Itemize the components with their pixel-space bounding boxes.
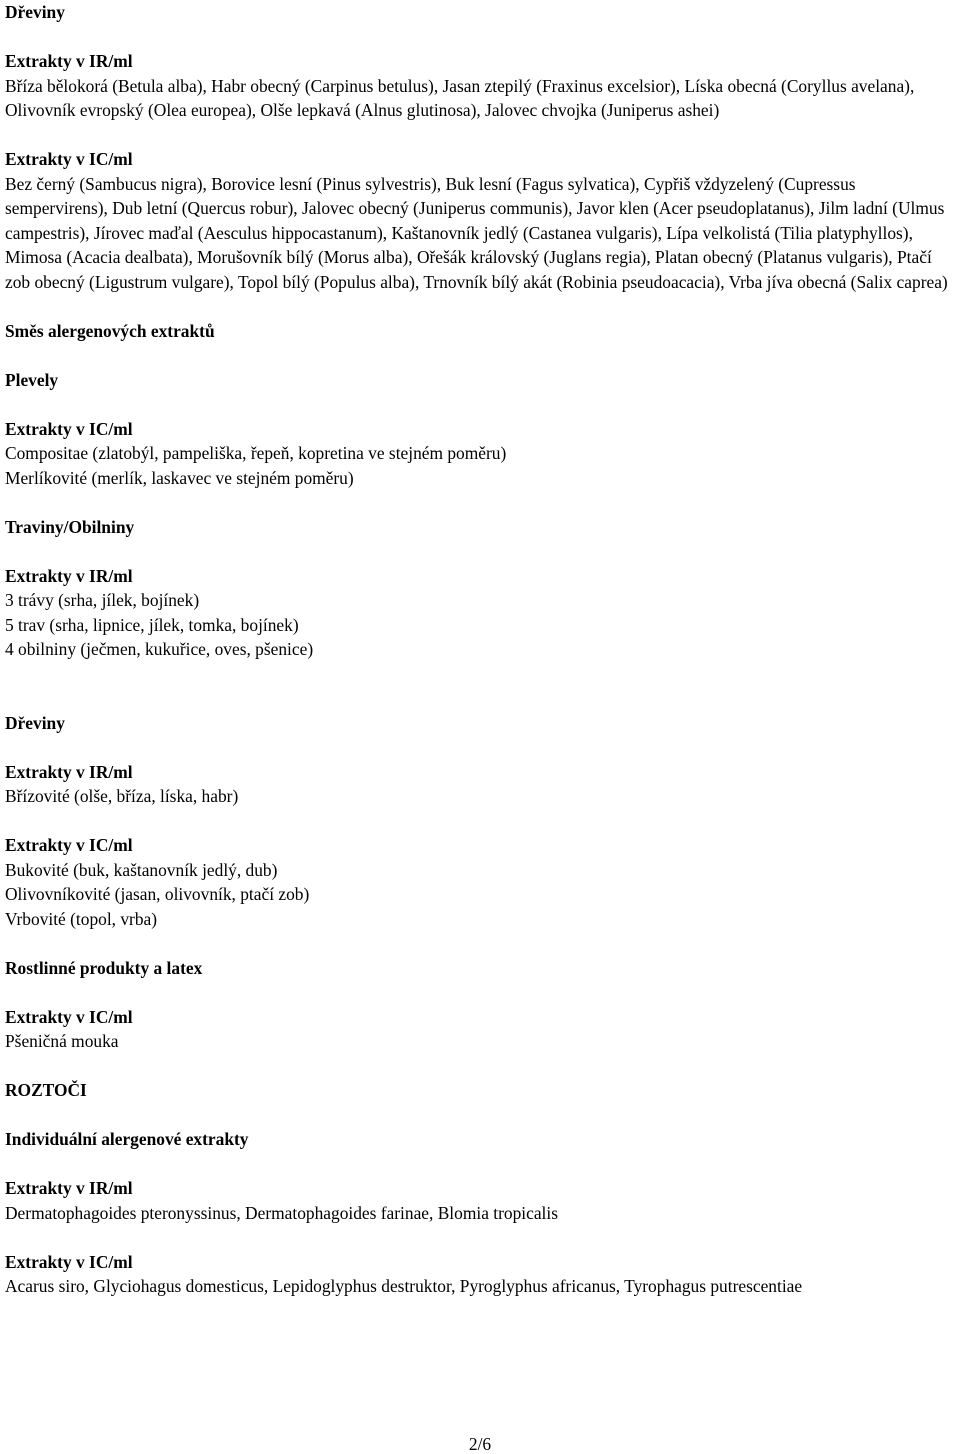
- list-item: Pšeničná mouka: [5, 1031, 119, 1051]
- list-item: 3 trávy (srha, jílek, bojínek): [5, 590, 200, 610]
- subheading-ir: Extrakty v IR/ml: [5, 761, 133, 782]
- subsection-title-weeds: Plevely: [5, 369, 59, 390]
- paragraph-ir-mites: Dermatophagoides pteronyssinus, Dermatophagoides farinae, Blomia tropicalis: [5, 1202, 558, 1223]
- list-item: 5 trav (srha, lipnice, jílek, tomka, bojínek): [5, 614, 299, 635]
- list-item: Merlíkovité (merlík, laskavec ve stejném poměru): [5, 467, 354, 488]
- list-item: Vrbovité (topol, vrba): [5, 908, 158, 929]
- list-item: Břízovité (olše, bříza, líska, habr): [5, 786, 239, 806]
- paragraph-ic-mites: Acarus siro, Glyciohagus domesticus, Lepidoglyphus destruktor, Pyroglyphus africanus, Tyrophagus putrescentiae: [5, 1276, 803, 1296]
- paragraph-ic-trees: Bez černý (Sambucus nigra), Borovice lesní (Pinus sylvestris), Buk lesní (Fagus sylvatica), Cypřiš vždyzelený (Cupressus sempervirens), Dub letní (Quercus robur), Jalovec obecný (Juniperus communis), Javor klen (Acer pseudoplatanus), Jilm ladní (Ulmus campestris), Jírovec maďal (Aesculus hippocastanum), Kaštanovník jedlý (Castanea vulgaris), Lípa velkolistá (Tilia platyphyllos), Mimosa (Acacia dealbata), Morušovník bílý (Morus alba), Ořešák královský (Juglans regia), Platan obecný (Platanus vulgaris), Ptačí zob obecný (Ligustrum vulgare), Topol bílý (Populus alba), Trnovník bílý akát (Robinia pseudoacacia), Vrba jíva obecná (Salix caprea): [5, 173, 948, 292]
- subsection-title-individual: Individuální alergenové extrakty: [5, 1129, 249, 1149]
- subsection-title-trees: Dřeviny: [5, 712, 65, 733]
- subheading-ic: Extrakty v IC/ml: [5, 1006, 133, 1027]
- list-item: 4 obilniny (ječmen, kukuřice, oves, pšenice): [5, 639, 314, 659]
- subheading-ic: Extrakty v IC/ml: [5, 418, 133, 439]
- subsection-title-plants: Rostlinné produkty a latex: [5, 957, 203, 978]
- list-item: Olivovníkovité (jasan, olivovník, ptačí zob): [5, 884, 310, 904]
- subheading-ir: Extrakty v IR/ml: [5, 51, 133, 71]
- document-body: [5, 0, 955, 1299]
- page-number: 2/6: [468, 1434, 492, 1454]
- section-title-mites: ROZTOČI: [5, 1080, 87, 1100]
- subheading-ir: Extrakty v IR/ml: [5, 1178, 133, 1198]
- list-item: Bukovité (buk, kaštanovník jedlý, dub): [5, 859, 278, 880]
- subsection-title-grasses: Traviny/Obilniny: [5, 516, 135, 537]
- section-title-mix: Směs alergenových extraktů: [5, 320, 215, 341]
- list-item: Compositae (zlatobýl, pampeliška, řepeň, kopretina ve stejném poměru): [5, 443, 507, 463]
- subheading-ir: Extrakty v IR/ml: [5, 565, 133, 586]
- paragraph-ir-trees: Bříza bělokorá (Betula alba), Habr obecný (Carpinus betulus), Jasan ztepilý (Fraxinus excelsior), Líska obecná (Coryllus avelana), Olivovník evropský (Olea europea), Olše lepkavá (Alnus glutinosa), Jalovec chvojka (Juniperus ashei): [5, 75, 915, 120]
- subheading-ic: Extrakty v IC/ml: [5, 149, 133, 169]
- subheading-ic: Extrakty v IC/ml: [5, 1251, 133, 1272]
- subheading-ic: Extrakty v IC/ml: [5, 835, 133, 855]
- section-title-trees: Dřeviny: [5, 2, 65, 22]
